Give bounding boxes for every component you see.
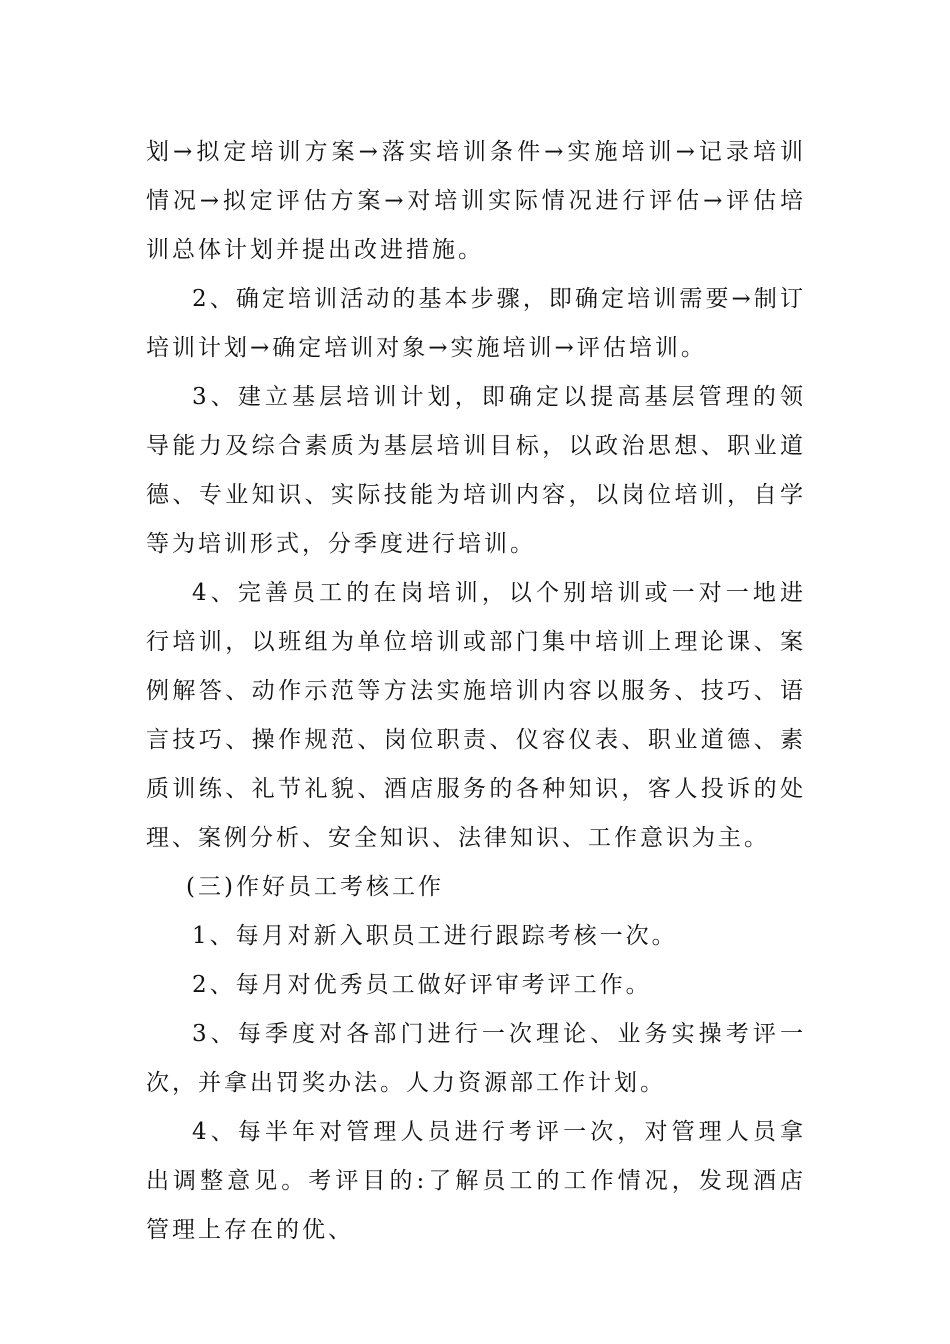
paragraph-item-2-training-steps: 2、确定培训活动的基本步骤，即确定培训需要→制订培训计划→确定培训对象→实施培训→评估培训。	[146, 286, 806, 361]
paragraph-assessment-item-2: 2、每月对优秀员工做好评审考评工作。	[192, 972, 652, 998]
paragraph-training-flow-continued: 划→拟定培训方案→落实培训条件→实施培训→记录培训情况→拟定评估方案→对培训实际情况进行评估→评估培训总体计划并提出改进措施。	[146, 139, 806, 263]
paragraph-assessment-item-4: 4、每半年对管理人员进行考评一次，对管理人员拿出调整意见。考评目的:了解员工的工作情况，发现酒店管理上存在的优、	[146, 1119, 806, 1243]
section-heading-assessment: (三)作好员工考核工作	[186, 874, 444, 900]
paragraph-item-3-grassroots-training: 3、建立基层培训计划，即确定以提高基层管理的领导能力及综合素质为基层培训目标，以政治思想、职业道德、专业知识、实际技能为培训内容，以岗位培训，自学等为培训形式，分季度进行培训。	[146, 384, 806, 557]
paragraph-assessment-item-1: 1、每月对新入职员工进行跟踪考核一次。	[192, 923, 678, 949]
paragraph-assessment-item-3: 3、每季度对各部门进行一次理论、业务实操考评一次，并拿出罚奖办法。人力资源部工作计划。	[146, 1021, 806, 1096]
document-body	[146, 128, 806, 1255]
paragraph-item-4-on-the-job-training: 4、完善员工的在岗培训，以个别培训或一对一地进行培训，以班组为单位培训或部门集中培训上理论课、案例解答、动作示范等方法实施培训内容以服务、技巧、语言技巧、操作规范、岗位职责、仪容仪表、职业道德、素质训练、礼节礼貌、酒店服务的各种知识，客人投诉的处理、案例分析、安全知识、法律知识、工作意识为主。	[146, 580, 806, 851]
